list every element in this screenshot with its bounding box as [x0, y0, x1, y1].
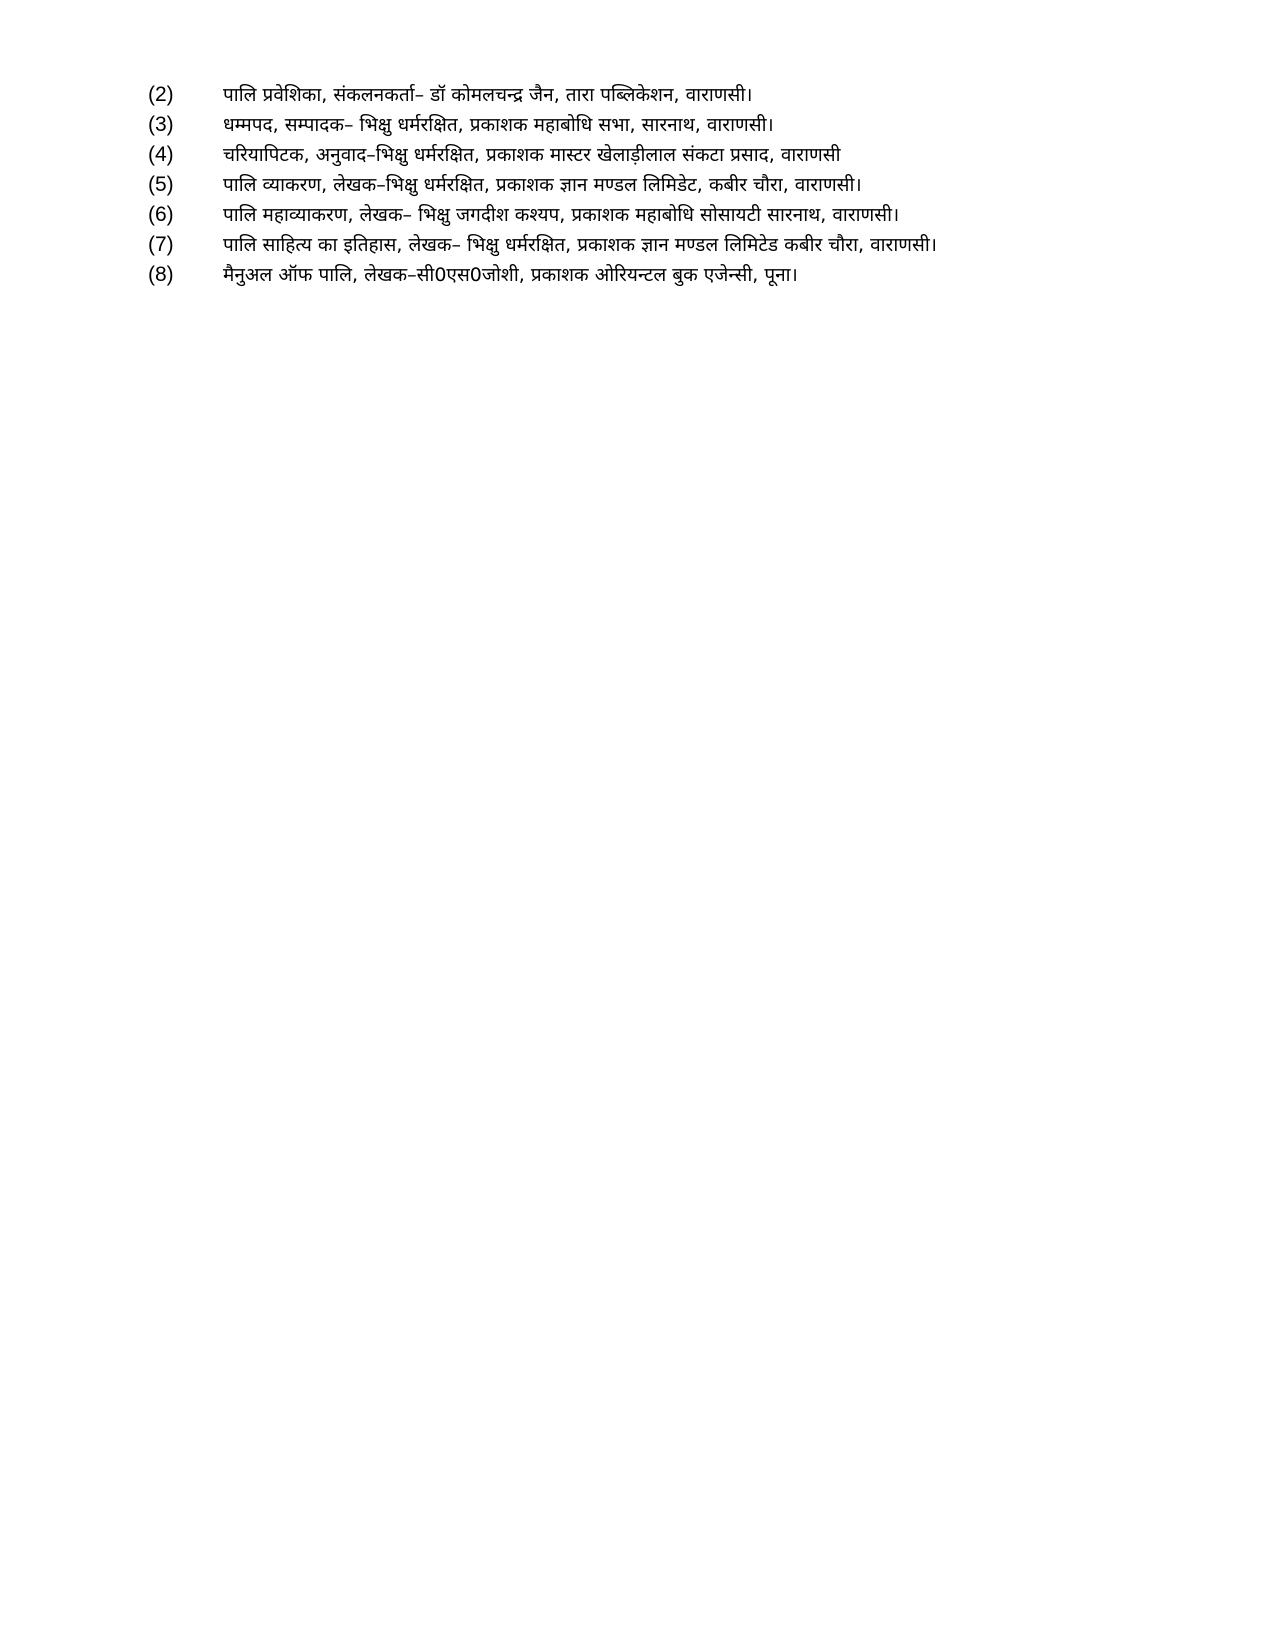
reference-number: (8)	[148, 263, 174, 286]
reference-text: पालि साहित्य का इतिहास, लेखक– भिक्षु धर्मरक्षित, प्रकाशक ज्ञान मण्डल लिमिटेड कबीर चौरा, वाराणसी।	[223, 234, 937, 256]
reference-number: (4)	[148, 143, 174, 166]
list-item	[148, 230, 1248, 260]
reference-text: धम्मपद, सम्पादक– भिक्षु धर्मरक्षित, प्रकाशक महाबोधि सभा, सारनाथ, वाराणसी।	[223, 114, 774, 136]
reference-number: (2)	[148, 83, 174, 106]
list-item	[148, 170, 1248, 200]
list-item	[148, 110, 1248, 140]
reference-text: पालि व्याकरण, लेखक–भिक्षु धर्मरक्षित, प्रकाशक ज्ञान मण्डल लिमिडेट, कबीर चौरा, वाराणसी।	[223, 174, 862, 196]
reference-number: (7)	[148, 233, 174, 256]
reference-text: पालि महाव्याकरण, लेखक– भिक्षु जगदीश कश्यप, प्रकाशक महाबोधि सोसायटी सारनाथ, वाराणसी।	[223, 204, 900, 226]
reference-text: मैनुअल ऑफ पालि, लेखक–सी0एस0जोशी, प्रकाशक ओरियन्टल बुक एजेन्सी, पूना।	[223, 264, 798, 286]
list-item	[148, 80, 1248, 110]
list-item	[148, 140, 1248, 170]
reference-text: चरियापिटक, अनुवाद–भिक्षु धर्मरक्षित, प्रकाशक मास्टर खेलाड़ीलाल संकटा प्रसाद, वाराणसी	[223, 144, 841, 166]
reference-number: (3)	[148, 113, 174, 136]
reference-number: (6)	[148, 203, 174, 226]
reference-text: पालि प्रवेशिका, संकलनकर्ता– डॉ कोमलचन्द्र जैन, तारा पब्लिकेशन, वाराणसी।	[223, 84, 753, 106]
reference-list	[148, 80, 1248, 290]
list-item	[148, 260, 1248, 290]
list-item	[148, 200, 1248, 230]
reference-number: (5)	[148, 173, 174, 196]
